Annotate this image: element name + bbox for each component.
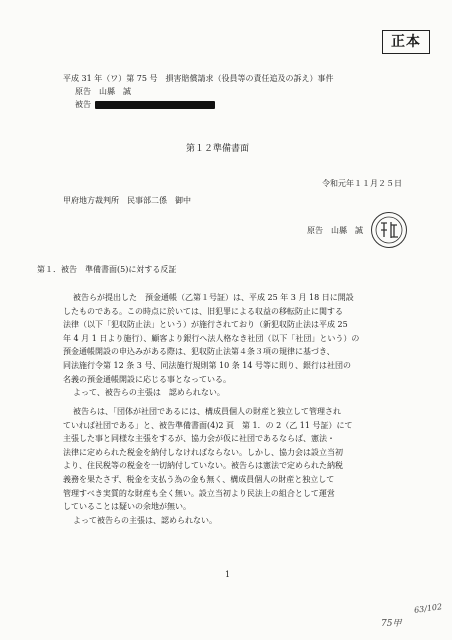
document-date: 令和元年１１月２５日 (322, 179, 402, 188)
paragraph-line: よって、被告らの主張は 認められない。 (73, 388, 225, 398)
document-title: 第１２準備書面 (186, 144, 250, 154)
paragraph-line: 預金通帳開設の申込みがある際は、犯収防止法第４条３項の規律に基づき、 (63, 347, 335, 357)
paragraph-line: 管理すべき実質的な財産も全く無い。設立当初より民法上の組合として運営 (63, 488, 335, 498)
paragraph-line: 名義の預金通帳開設に応じる事となっている。 (63, 374, 231, 384)
defendant-line (75, 99, 215, 111)
case-number-line: 平成 31 年（ワ）第 75 号 損害賠償請求（役員等の責任追及の訴え）事件 (63, 74, 334, 83)
defendant-label: 被告 (75, 100, 91, 109)
paragraph-line: ていれば社団である」と、被告準備書面(4)2 頁 第 1．の 2（乙 11 号証）にて (63, 420, 353, 430)
paragraph-line: より、住民税等の税金を一切納付していない。被告らは憲法で定められた納税 (63, 461, 343, 471)
paragraph-line: 義務を果たさず、税金を支払う為の金も無く、構成員個人の財産と独立して (63, 474, 335, 484)
redaction-bar (95, 101, 215, 109)
court-addressee: 甲府地方裁判所 民事部二係 御中 (63, 196, 191, 205)
paragraph-1 (63, 291, 393, 400)
paragraph-line: よって被告らの主張は、認められない。 (73, 515, 217, 525)
page-number: 1 (225, 570, 231, 579)
paragraph-line: 主張した事と同様な主張をするが、協力会が仮に社団であるならば、憲法・ (63, 434, 335, 444)
handwritten-fraction: 63/102 (413, 602, 443, 615)
section-heading: 第１．被告 準備書面(5)に対する反証 (37, 265, 177, 274)
paragraph-line: 被告らが提出した 預金通帳（乙第１号証）は、平成 25 年 3 月 18 日に開設 (73, 293, 354, 302)
paragraph-line: 年 4 月 1 日より施行）、顧客より銀行へ法人格なき社団（以下「社団」という）の (63, 333, 360, 343)
paragraph-line: 法律に定められた税金を納付しなければならない。しかし、協力会は設立当初 (63, 447, 343, 457)
paragraph-line: 同法施行令第 12 条 3 号、同法施行規則第 10 条 14 号等に則り、銀行は社団の (63, 360, 351, 370)
paragraph-line: 被告らは、「団体が社団であるには、構成員個人の財産と独立して管理され (73, 407, 341, 416)
personal-seal (371, 212, 407, 248)
paragraph-line: 法律（以下「犯収防止法」という）が施行されており（新犯収防止法は平成 25 (63, 320, 348, 330)
signer-line: 原告 山縣 誠 (307, 226, 363, 235)
plaintiff-line: 原告 山縣 誠 (75, 87, 131, 96)
handwritten-note: 75甲 (381, 619, 402, 629)
paragraph-line: していることは疑いの余地が無い。 (63, 502, 191, 512)
paragraph-line: したものである。この時点に於いては、旧犯罪による収益の移転防止に関する (63, 306, 343, 316)
paragraph-2 (63, 405, 393, 527)
seal-mark-icon (372, 213, 406, 247)
original-copy-stamp: 正本 (382, 30, 430, 54)
